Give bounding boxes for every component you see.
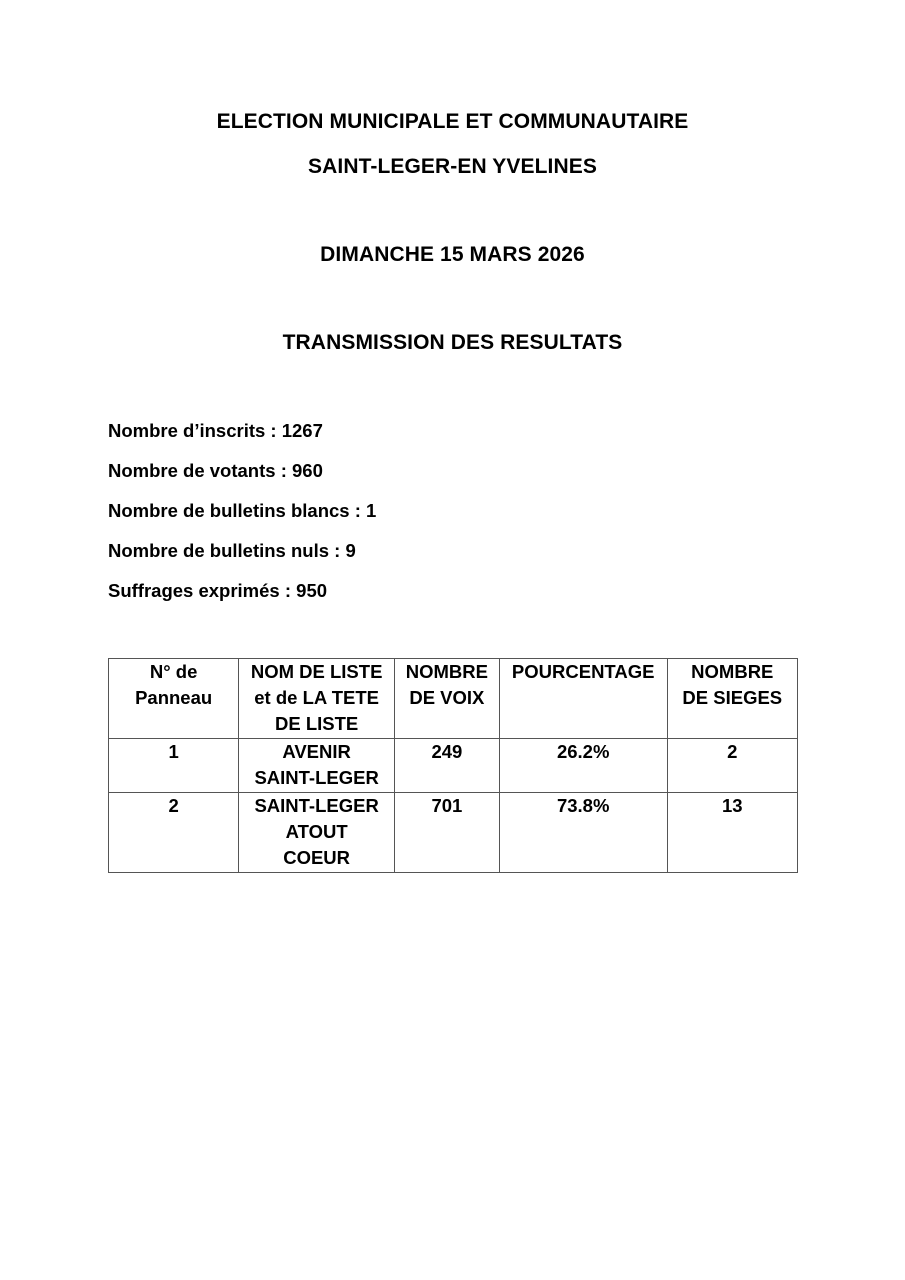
section-title: TRANSMISSION DES RESULTATS bbox=[282, 331, 623, 354]
header-sieges-line: NOMBRE bbox=[691, 661, 774, 682]
commune-name: SAINT-LEGER-EN YVELINES bbox=[308, 155, 597, 178]
header-panneau-line: Panneau bbox=[135, 687, 213, 708]
header-nombre-de-sieges bbox=[667, 659, 797, 739]
cell-panneau: 2 bbox=[109, 793, 239, 873]
cell-pourcentage: 26.2% bbox=[499, 739, 667, 793]
cell-liste bbox=[239, 739, 395, 793]
header-liste-line: DE LISTE bbox=[274, 713, 359, 734]
header-liste-line: et de LA TETE bbox=[254, 687, 379, 708]
cell-liste-line: ATOUT bbox=[285, 821, 348, 842]
cell-liste-line: AVENIR bbox=[282, 741, 351, 762]
cell-panneau: 1 bbox=[109, 739, 239, 793]
cell-liste bbox=[239, 793, 395, 873]
cell-sieges: 2 bbox=[667, 739, 797, 793]
header-panneau bbox=[109, 659, 239, 739]
election-date: DIMANCHE 15 MARS 2026 bbox=[320, 243, 585, 266]
cell-voix: 249 bbox=[394, 739, 499, 793]
stat-bulletins-blancs: Nombre de bulletins blancs : 1 bbox=[108, 500, 377, 521]
cell-voix: 701 bbox=[394, 793, 499, 873]
results-table bbox=[108, 658, 798, 873]
header-liste-line: NOM DE LISTE bbox=[250, 661, 383, 682]
cell-liste-line: SAINT-LEGER bbox=[254, 795, 379, 816]
header-voix-line: NOMBRE bbox=[405, 661, 488, 682]
election-title: ELECTION MUNICIPALE ET COMMUNAUTAIRE bbox=[216, 110, 689, 133]
stat-votants: Nombre de votants : 960 bbox=[108, 460, 323, 481]
stat-suffrages-exprimes: Suffrages exprimés : 950 bbox=[108, 580, 328, 601]
header-nom-de-liste bbox=[239, 659, 395, 739]
cell-liste-line: COEUR bbox=[283, 847, 351, 868]
header-panneau-line: N° de bbox=[149, 661, 198, 682]
cell-pourcentage: 73.8% bbox=[499, 793, 667, 873]
header-nombre-de-voix bbox=[394, 659, 499, 739]
table-row bbox=[109, 739, 798, 793]
header-pourcentage-line: POURCENTAGE bbox=[511, 661, 655, 682]
header-sieges-line: DE SIEGES bbox=[682, 687, 783, 708]
stat-inscrits: Nombre d’inscrits : 1267 bbox=[108, 420, 323, 441]
stat-bulletins-nuls: Nombre de bulletins nuls : 9 bbox=[108, 540, 356, 561]
header-pourcentage bbox=[499, 659, 667, 739]
table-row bbox=[109, 793, 798, 873]
table-header-row bbox=[109, 659, 798, 739]
header-voix-line: DE VOIX bbox=[409, 687, 485, 708]
cell-liste-line: SAINT-LEGER bbox=[254, 767, 379, 788]
cell-sieges: 13 bbox=[667, 793, 797, 873]
